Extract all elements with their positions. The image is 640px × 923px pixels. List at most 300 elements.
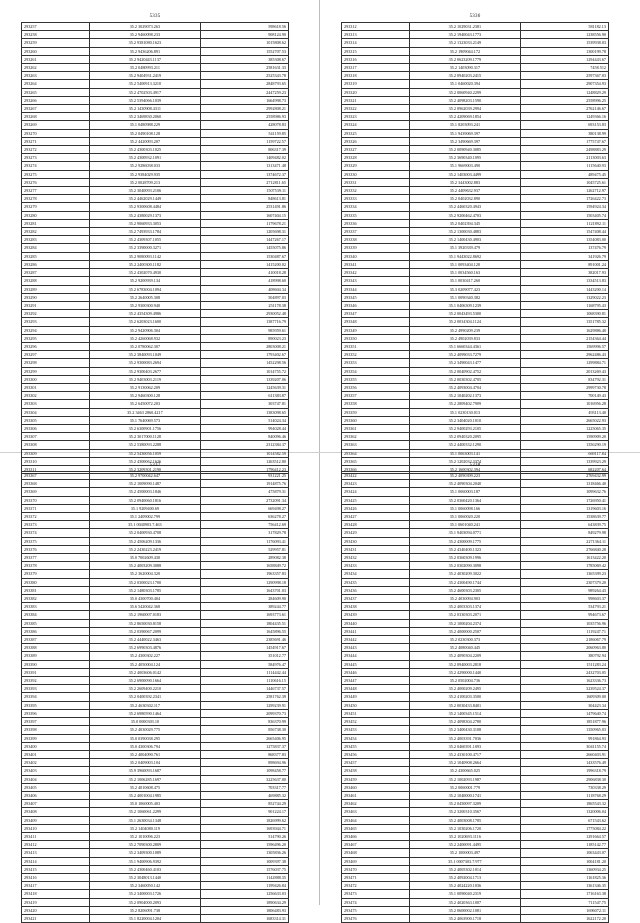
table-row [342,652,609,660]
table-row [22,400,289,408]
x-coordinate-cell: 35.2 4001004.1985 [89,791,200,799]
table-row [22,554,289,562]
table-row [342,203,609,211]
point-id-cell: 293321 [342,96,410,104]
y-coordinate-cell: 840096.46 [200,433,288,441]
y-coordinate-cell: 2597367.03 [520,72,608,80]
table-row [22,914,289,922]
table-row [22,392,289,400]
table-row [342,472,609,480]
table-row [342,800,609,808]
table-row [22,611,289,619]
table-row [22,595,289,603]
x-coordinate-cell: 35.1 0093404.120 [409,260,520,268]
point-id-cell: 293290 [22,293,90,301]
point-id-cell: 293280 [22,211,90,219]
y-coordinate-cell: 1334513.83 [520,277,608,285]
table-row [22,277,289,285]
x-coordinate-cell: 35.2 4500003.1846 [89,488,200,496]
table-row [342,129,609,137]
x-coordinate-cell: 35.2 9460300.128 [89,392,200,400]
x-coordinate-cell: 35.2 0780062.307 [89,342,200,350]
x-coordinate-cell: 35.2 6450072.203 [89,400,200,408]
x-coordinate-cell: 35.3 0209077.423 [409,285,520,293]
x-coordinate-cell: 35.2 9420443.1137 [89,55,200,63]
x-coordinate-cell: 35.2 4300302.227 [89,652,200,660]
y-coordinate-cell: 1199426.84 [200,882,288,890]
point-id-cell: 293375 [22,537,90,545]
y-coordinate-cell: 1168795.43 [520,301,608,309]
table-row [342,244,609,252]
table-row [22,211,289,219]
point-id-cell: 293369 [22,488,90,496]
x-coordinate-cell: 35.2 9381080.1623 [89,39,200,47]
point-id-cell: 293304 [22,408,90,416]
y-coordinate-cell: 2531491.86 [200,203,288,211]
x-coordinate-cell: 35.2 3390000.3271 [89,244,200,252]
x-coordinate-cell: 35.2 9384029.935 [89,170,200,178]
x-coordinate-cell: 35.2 0962039.2994 [409,105,520,113]
y-coordinate-cell: 1693773.61 [200,611,288,619]
table-row [342,375,609,383]
table-row [342,424,609,432]
point-id-cell: 293293 [22,318,90,326]
y-coordinate-cell: 1339207.06 [200,375,288,383]
point-id-cell: 293260 [22,47,90,55]
y-coordinate-cell: 1263512.80 [200,457,288,465]
y-coordinate-cell: 1014755.72 [200,367,288,375]
point-id-cell: 293265 [22,88,90,96]
y-coordinate-cell: 1538639.77 [520,513,608,521]
table-row [22,88,289,96]
y-coordinate-cell: 2732091.34 [200,496,288,504]
point-id-cell: 293467 [342,841,410,849]
table-row [22,80,289,88]
y-coordinate-cell: 901224.17 [200,808,288,816]
x-coordinate-cell: 35.1 0060098.166 [409,504,520,512]
point-id-cell: 293281 [22,219,90,227]
point-id-cell: 293266 [22,96,90,104]
y-coordinate-cell: 1963357.83 [200,570,288,578]
table-row [342,334,609,342]
table-row [342,55,609,63]
y-coordinate-cell: 137476.79 [520,244,608,252]
point-id-cell: 293334 [342,203,410,211]
y-coordinate-cell: 2999730.78 [520,383,608,391]
point-id-cell: 293370 [22,496,90,504]
y-coordinate-cell: 389244.77 [200,603,288,611]
point-id-cell: 293379 [22,570,90,578]
x-coordinate-cell: 35.2 3690340.1095 [409,154,520,162]
y-coordinate-cell: 2498883.29 [520,146,608,154]
x-coordinate-cell: 35.2 0090940.3085 [409,146,520,154]
table-row [22,424,289,432]
table-row [22,800,289,808]
point-id-cell: 293444 [342,652,410,660]
point-id-cell: 293342 [342,269,410,277]
table-row [22,449,289,457]
y-coordinate-cell: 2769432.99 [520,472,608,480]
x-coordinate-cell: 35.2 9400293.2105 [409,424,520,432]
x-coordinate-cell: 35.2 0940203.2415 [409,72,520,80]
x-coordinate-cell: 35.2 1600302.394 [409,465,520,473]
y-coordinate-cell: 1645896.55 [200,627,288,635]
table-row [22,219,289,227]
point-id-cell: 293431 [342,545,410,553]
page-panel-1 [21,14,289,474]
coordinate-table [21,471,289,923]
y-coordinate-cell: 998603.37 [520,595,608,603]
x-coordinate-cell: 35.2 4300460.4103 [89,865,200,873]
x-coordinate-cell: 35.2 4506209.1336 [89,537,200,545]
point-id-cell: 293459 [342,775,410,783]
x-coordinate-cell: 35.2 0360309.1996 [409,554,520,562]
y-coordinate-cell: 2060963.80 [520,644,608,652]
y-coordinate-cell: 1063443.07 [520,849,608,857]
x-coordinate-cell: 35.2 4400332.1290 [409,441,520,449]
point-id-cell: 293295 [22,334,90,342]
table-row [342,759,609,767]
x-coordinate-cell: 35.2 4702503.4917 [89,88,200,96]
point-id-cell: 293429 [342,529,410,537]
x-coordinate-cell: 35.2 4340400.1323 [409,545,520,553]
y-coordinate-cell: 700149.43 [520,392,608,400]
point-id-cell: 293395 [22,701,90,709]
x-coordinate-cell: 35.2 1480303.1785 [89,586,200,594]
point-id-cell: 293324 [342,121,410,129]
table-row [342,644,609,652]
point-id-cell: 293336 [342,219,410,227]
table-row [22,742,289,750]
x-coordinate-cell: 35.1 8203093.241 [409,121,520,129]
x-coordinate-cell: 35.2 3469830.2060 [89,113,200,121]
x-coordinate-cell: 35.2 2430223.2419 [89,545,200,553]
point-id-cell: 293286 [22,260,90,268]
x-coordinate-cell: 35.2 0409003.104 [89,759,200,767]
page-number: 5335 [149,14,161,19]
point-id-cell: 293457 [342,759,410,767]
table-row [22,808,289,816]
point-id-cell: 293323 [342,113,410,121]
point-id-cell: 293367 [22,472,90,480]
x-coordinate-cell: 35.2 3409300.1089 [89,849,200,857]
y-coordinate-cell: 1365399.23 [520,570,608,578]
table-row [342,660,609,668]
table-row [342,113,609,121]
y-coordinate-cell: 2766840.28 [520,545,608,553]
y-coordinate-cell: 1361346.35 [520,882,608,890]
y-coordinate-cell: 1099632.76 [520,488,608,496]
x-coordinate-cell: 35.2 4290000.1440 [409,668,520,676]
point-id-cell: 293358 [342,400,410,408]
x-coordinate-cell: 35.2 4063900.1718 [409,914,520,922]
table-row [22,433,289,441]
y-coordinate-cell: 643839.75 [520,521,608,529]
x-coordinate-cell: 35.2 4630302.117 [89,701,200,709]
table-row [342,496,609,504]
y-coordinate-cell: 1775747.67 [520,137,608,145]
y-coordinate-cell: 1452298.56 [200,359,288,367]
point-id-cell: 293423 [342,480,410,488]
y-coordinate-cell: 2665022.93 [520,416,608,424]
x-coordinate-cell: 35.2 4209069.1854 [409,113,520,121]
x-coordinate-cell: 35.2 3209301.2190 [89,465,200,473]
table-row [22,685,289,693]
table-row [22,767,289,775]
point-id-cell: 293378 [22,562,90,570]
point-id-cell: 293394 [22,693,90,701]
y-coordinate-cell: 806317.39 [200,146,288,154]
x-coordinate-cell: 35.2 4462029.1449 [89,195,200,203]
point-id-cell: 293308 [22,441,90,449]
table-row [22,504,289,512]
x-coordinate-cell: 35.2 0040902.4752 [409,367,520,375]
y-coordinate-cell: 2962486.43 [520,351,608,359]
x-coordinate-cell: 35.2 0480993.211 [89,64,200,72]
table-row [342,906,609,914]
x-coordinate-cell: 35.2 3048013.1440 [89,873,200,881]
x-coordinate-cell: 35.2 3400003.1726 [89,890,200,898]
x-coordinate-cell: 35.1 9439069.397 [409,129,520,137]
x-coordinate-cell: 35.1 3920339.479 [409,244,520,252]
point-id-cell: 293269 [22,121,90,129]
table-row [342,586,609,594]
y-coordinate-cell: 1121892.11 [520,219,608,227]
table-row [342,603,609,611]
table-row [342,416,609,424]
point-id-cell: 293365 [342,457,410,465]
table-row [22,824,289,832]
y-coordinate-cell: 2186067.79 [520,636,608,644]
y-coordinate-cell: 1351785.32 [520,318,608,326]
y-coordinate-cell: 1643701.03 [200,586,288,594]
y-coordinate-cell: 1225065.35 [520,424,608,432]
point-id-cell: 293339 [342,244,410,252]
x-coordinate-cell: 35.2 0502004.736 [409,677,520,685]
table-row [22,416,289,424]
y-coordinate-cell: 2558986.93 [200,113,288,121]
x-coordinate-cell: 35.2 4005302.1014 [409,865,520,873]
y-coordinate-cell: 1726422.73 [520,195,608,203]
x-coordinate-cell: 35.2 6300901.1756 [89,424,200,432]
y-coordinate-cell: 1115640.93 [520,162,608,170]
point-id-cell: 293398 [22,726,90,734]
point-id-cell: 293291 [22,301,90,309]
point-id-cell: 293305 [22,416,90,424]
point-id-cell: 293270 [22,129,90,137]
table-row [342,709,609,717]
point-id-cell: 293440 [342,619,410,627]
y-coordinate-cell: 469885.32 [200,791,288,799]
x-coordinate-cell: 35.2 3460050.142 [89,882,200,890]
y-coordinate-cell: 1503405.74 [520,211,608,219]
x-coordinate-cell: 35.2 1000003.497 [409,849,520,857]
x-coordinate-cell: 35.2 9080093.1142 [89,252,200,260]
point-id-cell: 293418 [22,890,90,898]
y-coordinate-cell: 1275837.37 [200,742,288,750]
y-coordinate-cell: 1176093.41 [200,537,288,545]
table-row [22,529,289,537]
x-coordinate-cell: 35.2 0330303.2071 [409,611,520,619]
point-id-cell: 293415 [22,865,90,873]
point-id-cell: 293391 [22,668,90,676]
table-row [342,545,609,553]
y-coordinate-cell: 1613422.20 [520,554,608,562]
y-coordinate-cell: 1119247.71 [520,627,608,635]
y-coordinate-cell: 2013269.43 [520,367,608,375]
x-coordinate-cell: 35.2 0030302.4705 [409,375,520,383]
x-coordinate-cell: 35.2 4300303.1025 [89,146,200,154]
y-coordinate-cell: 2660403.91 [520,750,608,758]
point-id-cell: 293371 [22,504,90,512]
y-coordinate-cell: 2712811.65 [200,178,288,186]
point-id-cell: 293300 [22,375,90,383]
y-coordinate-cell: 1793402.67 [200,351,288,359]
point-id-cell: 293381 [22,586,90,594]
y-coordinate-cell: 2307379.20 [520,578,608,586]
y-coordinate-cell: 1238556.90 [520,31,608,39]
point-id-cell: 293390 [22,660,90,668]
x-coordinate-cell: 35.2 0302090.3098 [409,562,520,570]
x-coordinate-cell: 35.2 1060061.2299 [89,808,200,816]
y-coordinate-cell: 1726950.41 [520,496,608,504]
point-id-cell: 293284 [22,244,90,252]
y-coordinate-cell: 2848793.65 [200,80,288,88]
table-row [22,96,289,104]
y-coordinate-cell: 2906838.30 [520,775,608,783]
y-coordinate-cell: 908124.90 [200,31,288,39]
y-coordinate-cell: 1318466.40 [520,480,608,488]
y-coordinate-cell: 1826999.62 [200,816,288,824]
x-coordinate-cell: 35.1 9400906.9392 [89,857,200,865]
point-id-cell: 293354 [342,367,410,375]
x-coordinate-cell: 35.2 4090304.2209 [409,652,520,660]
table-row [342,488,609,496]
point-id-cell: 293400 [22,742,90,750]
y-coordinate-cell: 756412.69 [200,521,288,529]
point-id-cell: 293312 [342,23,410,31]
y-coordinate-cell: 493113.40 [520,408,608,416]
table-row [342,816,609,824]
point-id-cell: 293328 [342,154,410,162]
x-coordinate-cell: 35.2 4093004.4704 [409,383,520,391]
point-id-cell: 293430 [342,537,410,545]
x-coordinate-cell: 35.2 1403003.4499 [409,170,520,178]
x-coordinate-cell: 35.2 5380093.2288 [89,441,200,449]
point-id-cell: 293352 [342,351,410,359]
y-coordinate-cell: 1693944.71 [200,824,288,832]
table-row [342,627,609,635]
x-coordinate-cell: 35.2 9300083.2694 [89,359,200,367]
y-coordinate-cell: 1415200.02 [200,260,288,268]
x-coordinate-cell: 35.2 0904000.2093 [89,898,200,906]
x-coordinate-cell: 35.1 9403094.0771 [409,529,520,537]
y-coordinate-cell: 1245639.31 [200,383,288,391]
table-row [22,236,289,244]
table-row [342,219,609,227]
point-id-cell: 293451 [342,709,410,717]
y-coordinate-cell: 1629886.40 [520,326,608,334]
point-id-cell: 293357 [342,392,410,400]
y-coordinate-cell: 669117.84 [520,449,608,457]
x-coordinate-cell: 35.2 1006285.1697 [89,775,200,783]
point-id-cell: 293288 [22,277,90,285]
y-coordinate-cell: 1447267.17 [200,236,288,244]
x-coordinate-cell: 35.2 2609400.2210 [89,685,200,693]
point-id-cell: 293273 [22,154,90,162]
point-id-cell: 293272 [22,146,90,154]
point-id-cell: 293428 [342,521,410,529]
point-id-cell: 293310 [22,457,90,465]
point-id-cell: 293404 [22,775,90,783]
x-coordinate-cell: 35.0 4300306.794 [89,742,200,750]
table-row [22,203,289,211]
x-coordinate-cell: 35.1 7640069.573 [89,416,200,424]
table-row [22,619,289,627]
table-row [342,236,609,244]
x-coordinate-cell: 35.2 0623209.1779 [409,55,520,63]
point-id-cell: 293366 [342,465,410,473]
point-id-cell: 293386 [22,627,90,635]
y-coordinate-cell: 1114442.44 [200,668,288,676]
y-coordinate-cell: 380792.94 [520,652,608,660]
x-coordinate-cell: 35.2 9403003.2119 [89,375,200,383]
point-id-cell: 293350 [342,334,410,342]
y-coordinate-cell: 7458.512 [520,64,608,72]
x-coordinate-cell: 35.2 0060001.779 [409,783,520,791]
point-id-cell: 293361 [342,424,410,432]
point-id-cell: 293264 [22,80,90,88]
point-id-cell: 293407 [22,800,90,808]
y-coordinate-cell: 1319603.16 [520,504,608,512]
table-row [342,359,609,367]
point-id-cell: 293455 [342,742,410,750]
table-row [342,80,609,88]
table-row [342,898,609,906]
y-coordinate-cell: 931221.25 [200,472,288,480]
x-coordinate-cell: 35.2 4099033.7279 [409,351,520,359]
point-id-cell: 293303 [22,400,90,408]
y-coordinate-cell: 1785069.42 [520,562,608,570]
x-coordinate-cell: 35.2 1009090.1487 [89,480,200,488]
y-coordinate-cell: 1716163.38 [520,890,608,898]
table-row [22,562,289,570]
x-coordinate-cell: 35.9 3960093.1687 [89,767,200,775]
table-row [22,857,289,865]
table-row [22,301,289,309]
table-row [22,841,289,849]
table-row [342,783,609,791]
y-coordinate-cell: 1596496.20 [200,841,288,849]
x-coordinate-cell: 35.2 0060940.2299 [409,88,520,96]
y-coordinate-cell: 1387716.79 [200,318,288,326]
table-row [342,718,609,726]
x-coordinate-cell: 35.2 4010608.475 [89,783,200,791]
y-coordinate-cell: 849279.98 [520,529,608,537]
x-coordinate-cell: 35.2 0034304.1124 [409,318,520,326]
table-row [22,726,289,734]
point-id-cell: 293271 [22,137,90,145]
point-id-cell: 293267 [22,105,90,113]
y-coordinate-cell: 534793.21 [520,603,608,611]
x-coordinate-cell: 35.2 0043493.5300 [409,310,520,318]
x-coordinate-cell: 35.1 2630034.1348 [89,816,200,824]
table-row [22,480,289,488]
y-coordinate-cell: 898694.96 [200,759,288,767]
x-coordinate-cell: 35.2 1403090.317 [409,64,520,72]
table-row [342,619,609,627]
y-coordinate-cell: 1329022.23 [520,293,608,301]
